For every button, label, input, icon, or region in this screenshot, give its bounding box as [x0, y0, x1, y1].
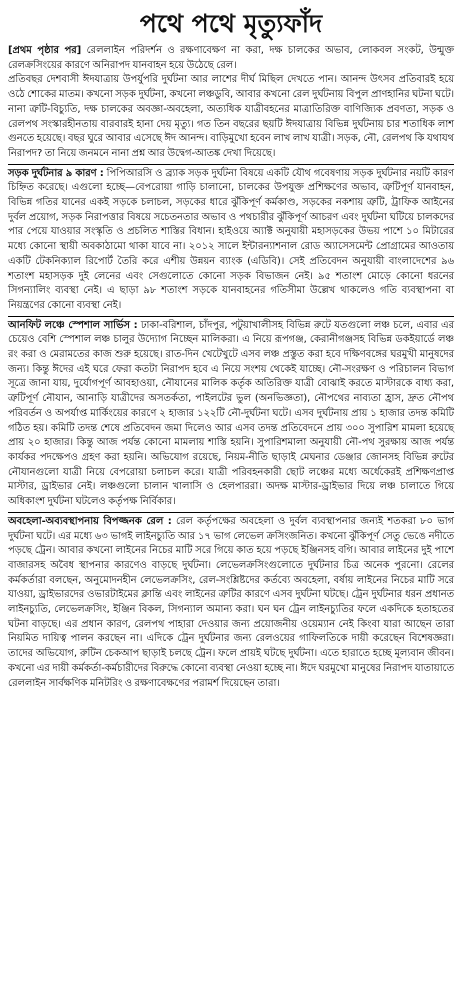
section-body: পিপিআরসি ও ব্র্যাক সড়ক দুর্ঘটনা বিষয়ে একটি যৌথ গবেষণায় সড়ক দুর্ঘটনার নয়টি কারণ চিহ্নিত করেছে। এগুলো হচ্ছে—বেপরোয়া গাড়ি চালানো, চালকের উপযুক্ত প্রশিক্ষণের অভাব, ত্রুটিপূর্ণ যানবাহন, বিভিন্ন গতির যানের একই সড়কে চলাচল, সড়কের ধারে ঝুঁকিপূর্ণ কর্মকাণ্ড, সড়কের নকশায় ত্রুটি, ট্রাফিক আইনের দুর্বল প্রয়োগ, সড়ক নিরাপত্তার বিষয়ে সচেতনতার অভাব ও পথচারীর ঝুঁকিপূর্ণ আচরণ এবং দুর্ঘটনা ঘটিয়ে চালকদের পার পেয়ে যাওয়ার সংস্কৃতি ও প্রচলিত শাস্তির বিধান। হাইওয়ে অ্যাক্ট অনুযায়ী মহাসড়কের উভয় পাশে ১০ মিটারের মধ্যে কোনো স্থায়ী অবকাঠামো থাকা যাবে না। ২০১২ সালে ইন্টারন্যাশনাল রোড অ্যাসেসমেন্ট প্রোগ্রামের আওতায় একটি টেকনিক্যাল রিপোর্ট তৈরি করে এশীয় উন্নয়ন ব্যাংক (এডিবি)। সেই প্রতিবেদন অনুযায়ী বাংলাদেশের ৯৬ শতাংশ মহাসড়ক দুই লেনের এবং সেগুলোতে কোনো সড়ক বিভাজন নেই। ৯৫ শতাংশ মোড়ে কোনো ধরনের সিগন্যালিং ব্যবস্থা নেই। এ ছাড়া ৯৮ শতাংশ সড়কে যানবাহনের গতিসীমা উল্লেখ থাকলেও গতি ব্যবস্থাপনা বা নিয়ন্ত্রণের কোনো ব্যবস্থা নেই। — [8, 167, 454, 311]
section-divider — [8, 164, 454, 165]
launch-service-section — [8, 319, 454, 510]
section-body: ঢাকা-বরিশাল, চাঁদপুর, পটুয়াখালীসহ বিভিন্ন রুটে যতগুলো লঞ্চ চলে, এবার এর চেয়েও বেশি স্পেশাল লঞ্চ চালুর উদ্যোগ নিচ্ছেন মালিকরা। এ নিয়ে রূপগঞ্জ, কেরানীগঞ্জসহ বিভিন্ন ডকইয়ার্ডে লঞ্চ রং করা ও মেরামতের কাজ শুরু হয়েছে। রাত-দিন খেটেখুটে এসব লঞ্চ প্রস্তুত করা হবে দক্ষিণবঙ্গের ঘরমুখী মানুষদের জন্য। কিন্তু ঈদের এই ঘরে ফেরা কতটা নিরাপদ হবে এ নিয়ে সংশয় থেকেই যাচ্ছে। নৌ-সংরক্ষণ ও পরিচালন বিভাগ সূত্রে জানা যায়, দুর্যোগপূর্ণ আবহাওয়া, নৌযানের মালিক কর্তৃক অতিরিক্ত যাত্রী বোঝাই করতে মাস্টারকে বাধ্য করা, ত্রুটিপূর্ণ নৌযান, আনাড়ি যাত্রীদের অসতর্কতা, পাইলটের ভুল (অনভিজ্ঞতা), নৌপথের নাব্যতা হ্রাস, দ্রুত নৌপথ পরিবর্তন ও অপর্যাপ্ত মার্কিংয়ের কারণে ২ হাজার ১২২টি নৌ-দুর্ঘটনা ঘটে। এসব দুর্ঘটনায় প্রায় ১ হাজার তদন্ত কমিটি গঠিত হয়। কমিটি তদন্ত শেষে প্রতিবেদন জমা দিলেও আর এসব তদন্ত প্রতিবেদনে প্রায় ৩০০ সুপারিশ মামলা হয়েছে প্রায় ২০ হাজার। কিন্তু আজ পর্যন্ত কোনো মামলায় শাস্তি হয়নি। সুপারিশমালা অনুযায়ী নৌ-পথ সুরক্ষায় আজ পর্যন্ত কার্যকর পদক্ষেপও গ্রহণ করা হয়নি। অভিযোগ রয়েছে, নিয়ম-নীতি ছাড়াই মেঘনার ডেঞ্জার জোনসহ বিভিন্ন রুটের নৌযানগুলো যাত্রী নিয়ে বেপরোয়া চলাচল করে। যাত্রী পরিবহনকারী ছোট লঞ্চের মধ্যে অর্ধেকেরই প্রশিক্ষণপ্রাপ্ত মাস্টার, ড্রাইভার নেই। লঞ্চগুলো চালান খালাসি ও হেলপাররা। অদক্ষ মাস্টার-ড্রাইভার দিয়ে লঞ্চ চালাতে গিয়ে অধিকাংশ দুর্ঘটনা ঘটলেও কর্তৃপক্ষ নির্বিকার। — [8, 319, 454, 508]
section-divider — [8, 512, 454, 513]
section-heading: সড়ক দুর্ঘটনার ৯ কারণ : — [8, 167, 104, 179]
section-heading: অবহেলা-অব্যবস্থাপনায় বিপজ্জনক রেল : — [8, 515, 172, 527]
headline: পথে পথে মৃত্যুফাঁদ — [139, 9, 323, 38]
section-heading: আনফিট লঞ্চে স্পেশাল সার্ভিস : — [8, 319, 138, 331]
intro-paragraph — [8, 44, 454, 73]
intro-text: রেললাইন পরিদর্শন ও রক্ষণাবেক্ষণ না করা, দক্ষ চালকের অভাব, লোকবল সংকট, উন্মুক্ত রেলক্রসিংয়ের কারণে অনিরাপদ যানবাহন হয়ে উঠেছে রেল। — [8, 45, 454, 71]
context-paragraph: প্রতিবছর দেশবাসী ঈদযাত্রায় উপর্যুপরি দুর্ঘটনা আর লাশের দীর্ঘ মিছিল দেখতে পান। আনন্দ উৎসব প্রতিবারই হয়ে ওঠে শোকের মাতম। কখনো সড়ক দুর্ঘটনা, কখনো লঞ্চডুবি, আবার কখনো রেল দুর্ঘটনায় বিপুল প্রাণহানির ঘটনা ঘটে। নানা ত্রুটি-বিচ্যুতি, দক্ষ চালকের অবজ্ঞা-অবহেলা, অত্যধিক যাত্রীবহনের মাত্রাতিরিক্ত বাণিজ্যিক প্রবণতা, সড়ক ও রেলপথ সংস্কারহীনতায় বারবারই হানা দেয় মৃত্যু। গত তিন বছরের ছয়টি ঈদযাত্রায় বিভিন্ন দুর্ঘটনায় চার শতাধিক লাশ গুনতে হয়েছে। বছর ঘুরে আবার এসেছে ঈদ আনন্দ। বাড়িমুখো হবেন লাখ লাখ যাত্রী। সড়ক, নৌ, রেলপথ কি যথাযথ নিরাপদ? তা নিয়ে জনমনে নানা প্রশ্ন আর উদ্বেগ-আতঙ্ক দেখা দিয়েছে। — [8, 74, 454, 159]
railway-section — [8, 515, 454, 691]
continuation-note: [প্রথম পৃষ্ঠার পর] — [8, 45, 82, 56]
section-body: রেল কর্তৃপক্ষের অবহেলা ও দুর্বল ব্যবস্থাপনার জন্যই শতকরা ৮০ ভাগ দুর্ঘটনা ঘটে। এর মধ্যে ৬৩ ভাগই লাইনচ্যুতি আর ১৭ ভাগ লেভেল ক্রসিংজনিত। কখনো ঝুঁকিপূর্ণ সেতু ভেঙে নদীতে পড়ছে ট্রেন। আবার কখনো লাইনের নিচের মাটি সরে গিয়ে কাত হয়ে পড়ছে ইঞ্জিনসহ বগি। আবার লাইনের দুই পাশে বাজারসহ অবৈধ স্থাপনার কারণেও বাড়ছে দুর্ঘটনা। লেভেলক্রসিংগুলোতে দুর্ঘটনার চিত্র অনেক পুরনো। রেলের কর্মকর্তারা বলছেন, অনুমোদনহীন লেভেলক্রসিং, রেল-সংশ্লিষ্টদের কর্তব্যে অবহেলা, বর্ষায় লাইনের নিচের মাটি সরে যাওয়া, ড্রাইভারদের ওভারটাইমের ক্লান্তি এবং লাইনের ত্রুটির কারণে এসব দুর্ঘটনা ঘটছে। ট্রেন দুর্ঘটনার ধরন প্রধানত লাইনচ্যুতি, লেভেলক্রসিং, ইঞ্জিন বিকল, সিগন্যাল অমান্য করা। ঘন ঘন ট্রেন লাইনচ্যুতির ফলে একদিকে হতাহতের ঘটনা বাড়ছে। এর প্রধান কারণ, রেলপথ পাহারা দেওয়ার জন্য প্রয়োজনীয় ওয়েম্যান নেই কিংবা যারা আছেন তারা নিয়মিত দায়িত্ব পালন করছেন না। এদিকে ট্রেন দুর্ঘটনার জন্য রেলওয়ের গাফিলতিকে দায়ী করেছেন বিশেষজ্ঞরা। তাদের অভিযোগ, রুটিন চেকআপ ছাড়াই চলছে ট্রেন। ফলে প্রায়ই ঘটছে দুর্ঘটনা। এতে হারাতে হচ্ছে মূল্যবান জীবন। কখনো এর দায়ী কর্মকর্তা-কর্মচারীদের বিরুদ্ধে কোনো ব্যবস্থা নেওয়া হচ্ছে না। ঈদে ঘরমুখো মানুষের নিরাপদ যাতায়াতে রেললাইন সার্বক্ষণিক মনিটরিং ও রক্ষণাবেক্ষণের পরামর্শ দিয়েছেন তারা। — [8, 515, 455, 689]
section-divider — [8, 316, 454, 317]
road-accident-section — [8, 167, 454, 314]
